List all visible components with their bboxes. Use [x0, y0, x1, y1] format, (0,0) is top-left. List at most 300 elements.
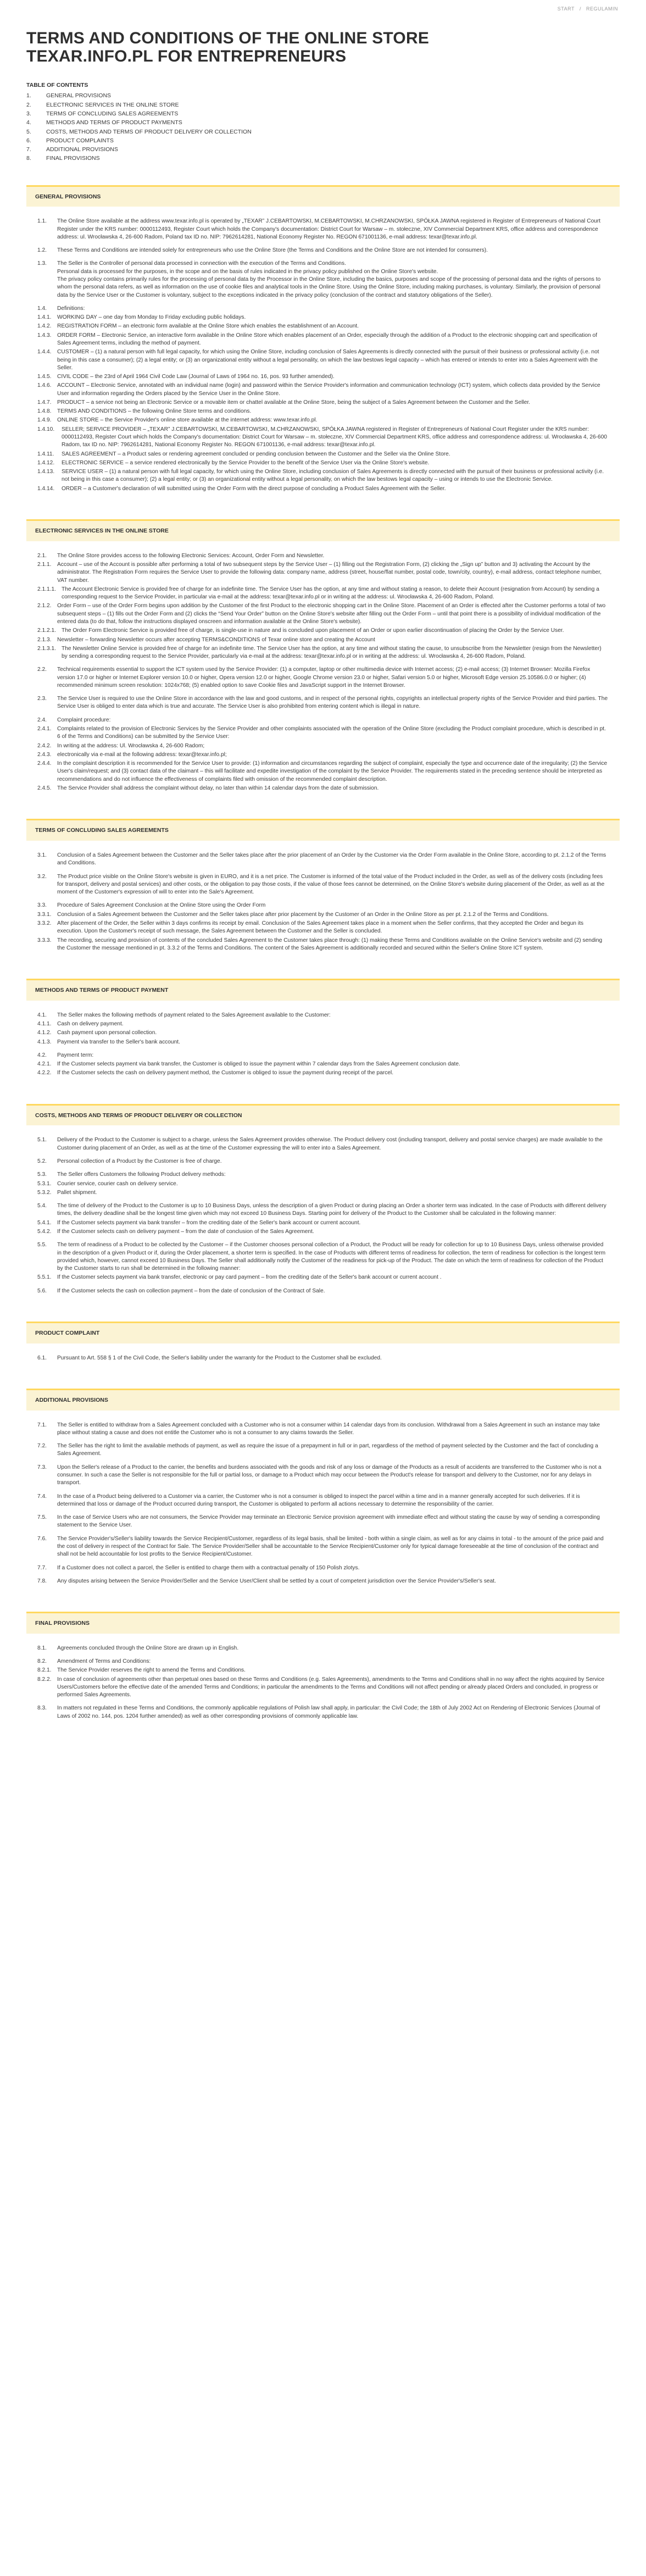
clause [37, 1052, 609, 1059]
clause [37, 1136, 609, 1152]
clause [37, 1202, 609, 1218]
clause [37, 1274, 609, 1281]
clause-paragraph: Definitions: [57, 305, 85, 312]
clause-paragraph: Agreements concluded through the Online Store are drawn up in English. [57, 1645, 239, 1651]
clause-number: 7.8. [37, 1578, 47, 1584]
clause-number: 2.4.2. [37, 742, 52, 749]
clause [37, 725, 609, 741]
clause [37, 1535, 609, 1559]
toc-item[interactable] [26, 127, 620, 136]
clause-paragraph: Conclusion of a Sales Agreement between the Customer and the Seller takes place after the prior placement of an Order by the Customer via the Order Form available in the Online Store, according to pt. 2.1.2 of the Terms and Conditions. [57, 852, 606, 867]
clause-paragraph: Conclusion of a Sales Agreement between the Customer and the Seller takes place after prior placement by the Customer of an Order in the Online Store as per pt. 2.1.2 of the Terms and Conditions. [57, 911, 549, 918]
clause-paragraph: Amendment of Terms and Conditions: [57, 1658, 151, 1665]
clause-text [57, 742, 609, 750]
clause-text [57, 725, 609, 741]
clause-text [57, 751, 609, 759]
clause-text [57, 1180, 609, 1188]
clause-number: 6.1. [37, 1354, 47, 1361]
clause-text [57, 666, 609, 690]
clause-paragraph: If the Customer selects payment via bank transfer, the Customer is obliged to issue the payment within 7 calendar days from the Sales Agreement conclusion date. [57, 1061, 460, 1068]
toc-item-label[interactable]: TERMS OF CONCLUDING SALES AGREEMENTS [46, 110, 179, 117]
clause-number: 4.1.3. [37, 1039, 52, 1045]
clause [37, 1564, 609, 1572]
clause [37, 1012, 609, 1019]
clause-text [57, 1158, 609, 1165]
clause-number: 1.4.10. [37, 426, 55, 432]
clause-text [57, 760, 609, 784]
clause [37, 920, 609, 936]
clause-paragraph: In writing at the address: Ul. Wrocławska 4, 26-600 Radom; [57, 742, 205, 749]
clause-paragraph: If the Customer selects cash on delivery payment – from the date of conclusion of the Sales Agreement. [57, 1228, 314, 1235]
clause-number: 7.1. [37, 1422, 47, 1428]
terms-section [26, 1612, 620, 1725]
clause-paragraph: The Seller is the Controller of personal data processed in connection with the execution of the Terms and Conditions. [57, 260, 346, 267]
clause-paragraph: Account – use of the Account is possible after performing a total of two subsequent steps by the Service User – (1) filling out the Registration Form, (2) clicking the „Sign up” button and 3) activating the Account by the administrator. The Registration Form requires the Service User to provide the following data: company name, address (street, house/flat number, postal code, town/city, country), e-mail address, contact telephone number, VAT number. [57, 561, 602, 584]
clause-text [57, 1564, 609, 1572]
clause [37, 1158, 609, 1165]
clause-text [57, 852, 609, 868]
clause-paragraph: If the Customer selects the cash on collection payment – from the date of conclusion of the Contract of Sale. [57, 1287, 325, 1294]
clause-paragraph: The Service Provider shall address the complaint without delay, no later than within 14 calendar days from the date of submission. [57, 785, 379, 791]
clause-number: 2.1.1.1. [37, 586, 56, 592]
section-body [26, 1411, 620, 1590]
clause-text [57, 305, 609, 313]
clause-paragraph: In the complaint description it is recommended for the Service User to provide: (1) information and circumstances regarding the subject of complaint, especially the type and occurrence date of the irregularity; (2) the Service User's claim/request; and (3) contact data of the claimant – this will facilitate and expedite investigation of the complaint by the Service Provider. The requirements stated in the preceding sentence should be interpreted as recommendations and do not influence the effectiveness of complaints filed with omission of the recommended complaint description. [57, 760, 608, 782]
clause-text [57, 695, 609, 711]
page-title-line-1: TERMS AND CONDITIONS OF THE ONLINE STORE [26, 29, 430, 47]
clause-number: 1.4.11. [37, 451, 54, 457]
clause-paragraph: The Product price visible on the Online Store's website is given in EURO, and it is a net price. The Customer is informed of the total value of the Product included in the Order, as well as of the delivery costs (including fees for transport, delivery and postal services) and other costs, or the obligation to pay those costs, if the value of those fees cannot be determined, on the Online Store's website during placement of the Order, as well as at the moment of the Customer's expression of will to enter into the Sale's Agreement. [57, 873, 605, 896]
toc-item-label[interactable]: ADDITIONAL PROVISIONS [46, 146, 118, 153]
clause-text [57, 1645, 609, 1652]
clause-paragraph: CUSTOMER – (1) a natural person with full legal capacity, for which using the Online Store, including conclusion of Sales Agreements is directly connected with the pursuit of their business or professional activity (i.e. not being in this case a consumer); (2) a legal entity; or (3) an organizational entity without a legal personality, on which the law bestows legal capacity – which has entered or intends to enter into a Sales Agreement with the Seller. [57, 349, 599, 371]
clause-text [57, 920, 609, 936]
clause-text [57, 1136, 609, 1152]
clause [37, 305, 609, 313]
clause-text [57, 1020, 609, 1028]
section-body [26, 1125, 620, 1300]
clause-number: 1.4.8. [37, 408, 52, 415]
clause-text [62, 451, 609, 458]
clause-text [57, 1287, 609, 1295]
section-heading: GENERAL PROVISIONS [26, 187, 620, 207]
toc-title: TABLE OF CONTENTS [26, 81, 88, 88]
page-title [26, 29, 620, 66]
clause-number: 3.3.2. [37, 920, 52, 926]
clause-text [57, 602, 609, 626]
clause-paragraph: Cash payment upon personal collection. [57, 1030, 157, 1036]
clause-paragraph: The recording, securing and provision of contents of the concluded Sales Agreement to the Customer takes place through: (1) making these Terms and Conditions available on the Online Service's website and (2) sending the Customer the message mentioned in pt. 3.3.2 of the Terms and Conditions. The content of the Sales Agreement is additionally recorded and secured within the Seller's Online Store ICT system. [57, 937, 603, 951]
clause-number: 1.4. [37, 305, 47, 312]
clause-number: 8.3. [37, 1705, 47, 1712]
clause-number: 1.1. [37, 218, 47, 225]
clause [37, 602, 609, 626]
clause-paragraph: Pallet shipment. [57, 1189, 97, 1196]
clause-paragraph: Pursuant to Art. 558 § 1 of the Civil Code, the Seller's liability under the warranty for the Product to the Customer shall be excluded. [57, 1354, 382, 1361]
breadcrumb-current: REGULAMIN [586, 6, 618, 12]
clause-text [57, 1676, 609, 1700]
clause [37, 911, 609, 919]
clause [37, 937, 609, 953]
clause-text [57, 785, 609, 792]
clause-number: 2.4.1. [37, 726, 52, 732]
clause-paragraph: REGISTRATION FORM – an electronic form available at the Online Store which enables the establishment of an Account. [57, 323, 359, 330]
clause-text [62, 627, 609, 635]
toc-item-label[interactable]: COSTS, METHODS AND TERMS OF PRODUCT DELIVERY OR COLLECTION [46, 128, 252, 135]
clause-number: 8.1. [37, 1645, 47, 1651]
clause-paragraph: Newsletter – forwarding Newsletter occurs after accepting TERMS&CONDITIONS of Texar online store and creating the Account [57, 636, 375, 643]
clause-number: 5.3. [37, 1172, 47, 1178]
clause-number: 5.5. [37, 1242, 47, 1248]
clause-number: 1.4.5. [37, 374, 52, 380]
clause-number: 1.2. [37, 247, 47, 254]
toc-item[interactable] [26, 136, 620, 145]
clause-number: 1.3. [37, 260, 47, 267]
clause [37, 1171, 609, 1179]
clause [37, 485, 609, 493]
clause [37, 373, 609, 381]
clause-number: 2.4.4. [37, 760, 52, 767]
clause-number: 1.4.1. [37, 314, 52, 321]
clause-number: 3.3. [37, 902, 47, 909]
clause-paragraph: Personal collection of a Product by the Customer is free of charge. [57, 1158, 222, 1164]
section-heading: ELECTRONIC SERVICES IN THE ONLINE STORE [26, 521, 620, 541]
clause-text [57, 1052, 609, 1059]
clause [37, 399, 609, 407]
clause [37, 1029, 609, 1037]
clause-text [62, 586, 609, 602]
clause-text [62, 485, 609, 493]
clause-number: 2.1.1. [37, 561, 52, 568]
clause-number: 2.1.3. [37, 636, 52, 643]
clause [37, 1464, 609, 1487]
clause-text [57, 373, 609, 381]
clause-number: 7.3. [37, 1464, 47, 1470]
clause-number: 8.2. [37, 1658, 47, 1665]
breadcrumb-start-link[interactable]: START [557, 6, 575, 12]
clause-text [57, 552, 609, 560]
section-body [26, 841, 620, 957]
clause-text [57, 399, 609, 407]
clause-paragraph: The Service Provider's/Seller's liability towards the Service Recipient/Customer, regardless of its legal basis, shall be limited - both within a single claim, as well as for any claims in total - to the amount of the price paid and the cost of delivery in respect of the Contract for Sale. The Service Provider/Seller shall be accountable to the Service Recipient/Customer only for typical damage foreseeable at the time of conclusion of the contract and shall not be held accountable for lost profits to the Service Recipient/Customer. [57, 1535, 604, 1558]
breadcrumb [26, 0, 620, 13]
clause-number: 5.1. [37, 1137, 47, 1143]
clause-paragraph: After placement of the Order, the Seller within 3 days confirms its receipt by email. Conclusion of the Sales Agreement takes place in a moment when the Seller confirms, that they accepted the Order and begun its execution. Upon the Customer's receipt of such message, the Sales Agreement between the Customer and the Seller is concluded. [57, 920, 584, 935]
clause-number: 3.2. [37, 873, 47, 880]
section-heading: ADDITIONAL PROVISIONS [26, 1390, 620, 1411]
toc-item-number: 3. [26, 110, 31, 117]
clause-number: 8.2.1. [37, 1667, 52, 1674]
clause [37, 260, 609, 299]
clause-text [57, 1535, 609, 1559]
clause-number: 7.4. [37, 1493, 47, 1500]
clause-paragraph: TERMS AND CONDITIONS – the following Online Store terms and conditions. [57, 408, 252, 415]
toc-item-label[interactable]: ELECTRONIC SERVICES IN THE ONLINE STORE [46, 101, 179, 108]
clause-number: 2.1.3.1. [37, 645, 56, 652]
clause-text [57, 1442, 609, 1458]
clause-number: 2.1.2. [37, 603, 52, 609]
clause-number: 2.2. [37, 667, 47, 673]
clause-text [57, 873, 609, 897]
terms-section [26, 519, 620, 797]
clause-text [57, 1012, 609, 1019]
clause-text [57, 1422, 609, 1437]
clause-paragraph: Upon the Seller's release of a Product to the carrier, the benefits and burdens associated with the goods and risk of any loss or damage of the Products as a result of accidents are transferred to the Customer who is not a consumer. In such a case the Seller is not responsible for the full or partial loss, or damage to a Product which may occur between the Product's release for transport and delivery to the Customer, nor for any delays in transport. [57, 1464, 602, 1486]
section-body [26, 1001, 620, 1082]
breadcrumb-separator: / [579, 6, 581, 12]
clause-text [57, 408, 609, 415]
clause-number: 4.2.2. [37, 1070, 52, 1076]
clause-paragraph: These Terms and Conditions are intended solely for entrepreneurs who use the Online Store (the Terms and Conditions and the Online Store are not intended for consumers). [57, 247, 488, 254]
clause-text [57, 937, 609, 953]
section-body [26, 1343, 620, 1367]
toc-item-number: 1. [26, 92, 31, 99]
clause-paragraph: If the Customer selects payment via bank transfer – from the crediting date of the Seller's bank account or current account. [57, 1219, 361, 1226]
clause-text [62, 645, 609, 661]
clause [37, 1676, 609, 1700]
clause [37, 785, 609, 792]
section-heading: TERMS OF CONCLUDING SALES AGREEMENTS [26, 820, 620, 841]
clause [37, 561, 609, 585]
clause-number: 1.4.2. [37, 323, 52, 330]
clause-paragraph: ACCOUNT – Electronic Service, annotated with an individual name (login) and password within the Service Provider's information and communication technology (ICT) system, which collects data provided by the Service User and information regarding the Orders placed by the Service User in the Online Store. [57, 382, 600, 397]
clause-text [57, 636, 609, 644]
clause-paragraph: The privacy policy contains primarily rules for the processing of personal data by the Processor in the Online Store, including the basics, purposes and scope of the processing of personal data and the rights of persons to whom the personal data refers, as well as information on the use of cookie files and analytical tools in the Online Store. Using the Online Store, including making purchases, is voluntary. Similarly, the provision of personal data by the Service User or the Customer is voluntary, subject to the exceptions indicated in the privacy policy (conclusion of the contract and statutory obligations of the Seller). [57, 276, 601, 298]
clause [37, 645, 609, 661]
clause-text [57, 332, 609, 348]
clause [37, 1658, 609, 1665]
clause-paragraph: Any disputes arising between the Service Provider/Seller and the Service User/Client shall be settled by a court of competent jurisdiction over the Service Provider's/Seller's seat. [57, 1578, 496, 1584]
clause [37, 1667, 609, 1674]
clause-number: 1.4.13. [37, 469, 55, 475]
clause [37, 1705, 609, 1720]
clause-paragraph: Order Form – use of the Order Form begins upon addition by the Customer of the first Product to the electronic shopping cart in the Online Store. Placement of an Order is effected after the Customer performs a total of two subsequent steps – (1) fills out the Order Form and (2) clicks the “Send Your Order” button on the Online Store's website after filling out the Order Form – until that point there is a possibility of individual modification of the entered data (to do that, follow the instructions displayed onscreen and information available at the Online Store's website). [57, 603, 606, 625]
clause-number: 4.1.2. [37, 1030, 52, 1036]
clause-text [57, 1274, 609, 1281]
clause-text [57, 1202, 609, 1218]
clause-text [57, 247, 609, 254]
toc-item-number: 7. [26, 146, 31, 153]
toc-item[interactable] [26, 145, 620, 154]
clause [37, 586, 609, 602]
toc-item-label[interactable]: FINAL PROVISIONS [46, 155, 100, 162]
clause [37, 627, 609, 635]
clause-paragraph: ONLINE STORE – the Service Provider's online store available at the internet address: www.texar.info.pl. [57, 417, 318, 424]
toc-item[interactable] [26, 101, 620, 109]
clause-number: 7.5. [37, 1514, 47, 1521]
clause-number: 5.3.1. [37, 1180, 52, 1187]
clause-text [57, 1667, 609, 1674]
clause-paragraph: Technical requirements essential to support the ICT system used by the Service Provider: (1) a computer, laptop or other multimedia device with Internet access; (2) e-mail access; (3) Internet Browser: Mozilla Firefox version 17.0 or higher or Internet Explorer version 10.0 or higher, Opera version 12.0 or higher, Google Chrome version 23.0 or higher, Safari version 5.0 or higher, Microsoft Edge version 25.10586.0.0 or higher; (4) recommended minimum screen resolution: 1024x768; (5) enabled option to save Cookie files and JavaScript support in the Internet Browser. [57, 667, 591, 689]
clause-number: 5.5.1. [37, 1274, 52, 1281]
clause-number: 4.2. [37, 1052, 47, 1058]
toc-item[interactable] [26, 91, 620, 100]
clause-number: 7.7. [37, 1564, 47, 1571]
clause-text [57, 323, 609, 330]
clause-paragraph: ORDER – a Customer's declaration of will submitted using the Order Form with the direct purpose of concluding a Product Sales Agreement with the Seller. [62, 485, 446, 492]
clause-paragraph: CIVIL CODE – the 23rd of April 1964 Civil Code Law (Journal of Laws of 1964 no. 16, pos. 93 further amended). [57, 374, 335, 380]
terms-section [26, 1322, 620, 1367]
clause-text [57, 1039, 609, 1046]
clause [37, 247, 609, 254]
clause [37, 348, 609, 372]
clause-paragraph: The Online Store provides access to the following Electronic Services: Account, Order Form and Newsletter. [57, 552, 325, 559]
clause [37, 1354, 609, 1362]
toc-item-label[interactable]: METHODS AND TERMS OF PRODUCT PAYMENTS [46, 119, 182, 126]
clause [37, 382, 609, 398]
clause [37, 1228, 609, 1236]
clause-paragraph: If the Customer selects payment via bank transfer, electronic or pay card payment – from the crediting date of the Seller's bank account or current account . [57, 1274, 442, 1281]
clause-text [57, 1464, 609, 1487]
clause-text [57, 1241, 609, 1273]
clause-paragraph: electronically via e-mail at the following address: texar@texar.info.pl; [57, 751, 227, 758]
clause [37, 332, 609, 348]
clause [37, 1422, 609, 1437]
clause-number: 7.6. [37, 1535, 47, 1542]
clause-number: 2.1. [37, 552, 47, 559]
clause-paragraph: ELECTRONIC SERVICE – a service rendered electronically by the Service Provider to the benefit of the Service User via the Online Store's website. [62, 459, 430, 466]
clause-paragraph: The Newsletter Online Service is provided free of charge for an indefinite time. The Service User has the option, at any time and without stating the cause, to unsubscribe from the Newsletter (resign from the Newsletter) by sending a corresponding request to the Service Provider, particularly via e-mail at the address: texar@texar.info.pl or in writing at the address: ul. Wrocławska 4, 26-600 Radom, Poland. [62, 645, 602, 660]
clause [37, 1180, 609, 1188]
clause [37, 314, 609, 321]
clause-text [57, 911, 609, 919]
terms-section [26, 1104, 620, 1300]
clause-text [57, 1705, 609, 1720]
clause-number: 5.4.2. [37, 1228, 52, 1235]
clause-paragraph: ORDER FORM – Electronic Service, an interactive form available in the Online Store which enables placement of an Order, especially through the addition of a Product to the electronic shopping cart and specification of Sales Agreement terms, including the method of payment. [57, 332, 598, 346]
clause-paragraph: WORKING DAY – one day from Monday to Friday excluding public holidays. [57, 314, 246, 321]
clause-paragraph: In the case of Service Users who are not consumers, the Service Provider may terminate an Electronic Service provision agreement with immediate effect and without stating the cause by way of sending a corresponding statement to the Service User. [57, 1514, 600, 1529]
clause [37, 552, 609, 560]
toc-item-label[interactable]: GENERAL PROVISIONS [46, 92, 112, 99]
clause-number: 7.2. [37, 1443, 47, 1450]
clause-paragraph: The time of delivery of the Product to the Customer is up to 10 Business Days, unless the description of a given Product or during placing an Order a shorter term was indicated. In the case of Products with different delivery times, the delivery deadline shall be the longest time given which may not exceed 10 Business Days. Starting point for delivery of the Product to the Customer shall be calculated in the following manner: [57, 1203, 606, 1217]
clause-paragraph: The Seller makes the following methods of payment related to the Sales Agreement available to the Customer: [57, 1012, 331, 1018]
clause-paragraph: In matters not regulated in these Terms and Conditions, the commonly applicable regulations of Polish law shall apply, in particular: the Civil Code; the 18th of July 2002 Act on Rendering of Electronic Services (Journal of Laws of 2002 no. 144, pos. 1204 further amended) as well as other corresponding provisions of commonly applicable law. [57, 1705, 600, 1719]
clause [37, 695, 609, 711]
clause-paragraph: SALES AGREEMENT – a Product sales or rendering agreement concluded or pending conclusion between the Customer and the Seller via the Online Store. [62, 451, 450, 457]
clause [37, 1061, 609, 1068]
clause [37, 1069, 609, 1077]
clause-number: 5.3.2. [37, 1189, 52, 1196]
clause-number: 3.3.3. [37, 937, 52, 943]
clause-paragraph: The Seller is entitled to withdraw from a Sales Agreement concluded with a Customer who is not a consumer within 14 calendar days from its conclusion. Withdrawal from a Sales Agreement in such an instance may take place without stating a cause and does not entitle the Customer who is not a consumer to any claims towards the Seller. [57, 1422, 600, 1436]
clause-number: 1.4.14. [37, 485, 55, 492]
clause-text [57, 561, 609, 585]
clause-text [57, 902, 609, 909]
clause-number: 3.1. [37, 852, 47, 858]
clause-paragraph: SELLER; SERVICE PROVIDER – „TEXAR” J.CEBARTOWSKI, M.CEBARTOWSKI, M.CHRZANOWSKI, SPÓŁKA JAWNA registered in Register of Entrepreneurs of National Court Register under the KRS number: 0000112493, Register Court which holds the Company's documentation: District Court for Warsaw – m. stołeczne, XIV Commercial Department KRS, office address and correspondence address: ul. Wrocławska 4, 26-600 Radom, tax ID no. NIP: 7962614281, National Economy Register No. REGON 671001136, e-mail address: texar@texar.info.pl. [62, 426, 608, 448]
section-heading: METHODS AND TERMS OF PRODUCT PAYMENT [26, 980, 620, 1001]
table-of-contents [26, 91, 620, 163]
clause-text [57, 218, 609, 241]
sections-container [26, 185, 620, 1725]
clause [37, 852, 609, 868]
clause [37, 1493, 609, 1509]
clause [37, 417, 609, 424]
section-body [26, 541, 620, 797]
section-heading: PRODUCT COMPLAINT [26, 1323, 620, 1343]
clause [37, 323, 609, 330]
clause-paragraph: Complaint procedure: [57, 717, 111, 723]
clause [37, 408, 609, 415]
clause-paragraph: The Service Provider reserves the right to amend the Terms and Conditions. [57, 1667, 246, 1674]
clause-number: 2.4.5. [37, 785, 52, 791]
clause-paragraph: The Account Electronic Service is provided free of charge for an indefinite time. The Service User has the option, at any time and without stating a reason, to delete their Account (resignation from Account) by sending a corresponding request to the Service Provider, in particular via e-mail at the address: texar@texar.info.pl or in writing at the address: ul. Wrocławska 4, 26-600 Radom, Poland. [62, 586, 599, 601]
clause [37, 1442, 609, 1458]
clause-text [57, 1493, 609, 1509]
clause-number: 1.4.7. [37, 399, 52, 406]
clause-paragraph: Personal data is processed for the purposes, in the scope and on the basis of rules indicated in the privacy policy published on the Online Store's website. [57, 268, 438, 275]
clause-text [62, 426, 609, 449]
clause-number: 3.3.1. [37, 911, 52, 918]
clause-text [57, 1578, 609, 1585]
page-title-line-2: TEXAR.INFO.PL FOR ENTREPRENEURS [26, 47, 347, 66]
clause [37, 760, 609, 784]
clause-text [57, 1069, 609, 1077]
terms-section [26, 979, 620, 1082]
toc-item-number: 6. [26, 137, 31, 144]
clause [37, 717, 609, 724]
toc-item[interactable] [26, 109, 620, 118]
clause-paragraph: Delivery of the Product to the Customer is subject to a charge, unless the Sales Agreement provides otherwise. The Product delivery cost (including transport, delivery and postal service charges) are made available to the Customer during placement of an Order, as well as at the time of the Customer expressing the will to enter into a Sales Agreement. [57, 1137, 603, 1151]
clause-paragraph: The term of readiness of a Product to be collected by the Customer – if the Customer chooses personal collection of a Product, the Product will be ready for collection for up to 10 Business Days, unless otherwise provided in the description of a given Product or if, during the Order placement, a shorter term is specified. In the case of Products with different terms of readiness for collection, the term of readiness for collection is the longest term provided which, however, cannot exceed 10 Business Days. The Seller shall additionally notify the Customer of the readiness for pick-up of the Product. The date on which the term of readiness for collection of the Product by the Customer starts to run shall be determined in the following manner: [57, 1242, 606, 1272]
clause-text [57, 417, 609, 424]
terms-section [26, 819, 620, 957]
clause-paragraph: The Online Store available at the address www.texar.info.pl is operated by „TEXAR” J.CEBARTOWSKI, M.CEBARTOWSKI, M.CHRZANOWSKI, SPÓŁKA JAWNA registered in Register of Entrepreneurs of National Court Register under the KRS number: 0000112493, Register Court which holds the Company's documentation: District Court for Warsaw – m. stołeczne, XIV Commercial Department KRS, office address and correspondence address: ul. Wrocławska 4, 26-600 Radom, Poland tax ID no. NIP: 7962614281, National Economy Register No. REGON 671001136, e-mail address: texar@texar.info.pl. [57, 218, 601, 240]
toc-item-number: 2. [26, 101, 31, 108]
clause-paragraph: The Seller has the right to limit the available methods of payment, as well as require the issue of a prepayment in full or in part, regardless of the method of payment selected by the Customer and the fact of concluding a Sales Agreement. [57, 1443, 598, 1457]
toc-item-number: 8. [26, 155, 31, 162]
clause-number: 5.6. [37, 1287, 47, 1294]
clause-paragraph: The Seller offers Customers the following Product delivery methods: [57, 1172, 226, 1178]
clause-text [57, 382, 609, 398]
toc-item-number: 5. [26, 128, 31, 135]
section-heading: COSTS, METHODS AND TERMS OF PRODUCT DELIVERY OR COLLECTION [26, 1106, 620, 1126]
clause [37, 218, 609, 241]
clause [37, 1189, 609, 1197]
clause-number: 1.4.6. [37, 382, 52, 389]
clause [37, 1219, 609, 1227]
clause-text [57, 1061, 609, 1068]
clause-number: 2.4. [37, 717, 47, 723]
clause [37, 1241, 609, 1273]
terms-section [26, 1389, 620, 1590]
clause-paragraph: If the Customer selects the cash on delivery payment method, the Customer is obliged to issue the payment during receipt of the parcel. [57, 1070, 394, 1076]
clause-paragraph: If a Customer does not collect a parcel, the Seller is entitled to charge them with a contractual penalty of 150 Polish zlotys. [57, 1564, 360, 1571]
clause-paragraph: Complaints related to the provision of Electronic Services by the Service Provider and other complaints associated with the operation of the Online Store (excluding the Product complaint procedure, which is described in pt. 6 of the Terms and Conditions) can be submitted by the Service User: [57, 726, 606, 740]
terms-section [26, 185, 620, 497]
clause [37, 1514, 609, 1530]
clause-paragraph: SERVICE USER – (1) a natural person with full legal capacity, for which using the Online Store, including conclusion of Sales Agreements is directly connected with the pursuit of their business or professional activity (i.e. not being in this case a consumer); (2) a legal entity; or (3) an organizational entity without a legal personality, on which the law bestows legal capacity – using or intends to use the Electronic Service. [62, 469, 604, 483]
clause-number: 8.2.2. [37, 1676, 52, 1683]
clause [37, 426, 609, 449]
section-body [26, 1634, 620, 1725]
clause-paragraph: PRODUCT – a service not being an Electronic Service or a movable item or chattel available at the Online Store, being the subject of a Sales Agreement between the Customer and the Seller. [57, 399, 531, 406]
clause [37, 1645, 609, 1652]
toc-item-number: 4. [26, 119, 31, 126]
clause-number: 5.2. [37, 1158, 47, 1164]
toc-item-label[interactable]: PRODUCT COMPLAINTS [46, 137, 114, 144]
clause-number: 2.4.3. [37, 751, 52, 758]
toc-item[interactable] [26, 154, 620, 163]
clause-number: 2.1.2.1. [37, 628, 56, 634]
clause-text [57, 1171, 609, 1179]
clause [37, 742, 609, 750]
clause [37, 636, 609, 644]
clause-number: 1.4.4. [37, 349, 52, 356]
toc-item[interactable] [26, 118, 620, 127]
